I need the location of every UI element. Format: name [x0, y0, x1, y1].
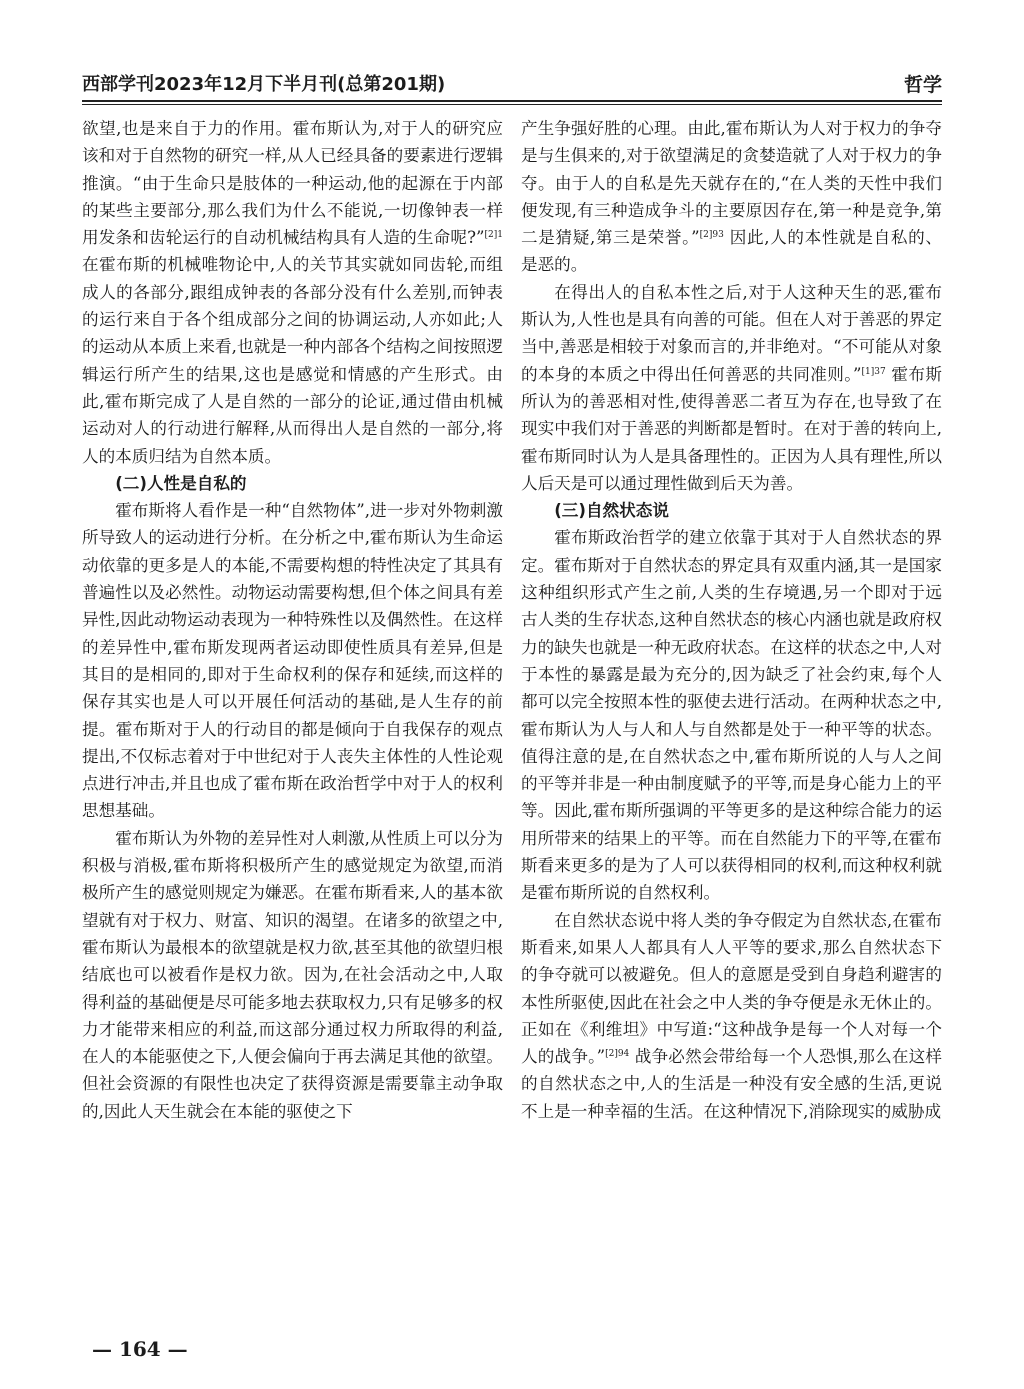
paragraph-text: 霍布斯所认为的善恶相对性,使得善恶二者互为存在,也导致了在现实中我们对于善恶的判断都是暂时。在对于善的转向上,霍布斯同时认为人是具备理性的。正因为人具有理性,所以人后天是可以通过理性做到后天为善。 — [521, 364, 942, 493]
left-column — [82, 115, 503, 1125]
paragraph-text: 在霍布斯的机械唯物论中,人的关节其实就如同齿轮,而组成人的各部分,跟组成钟表的各部分没有什么差别,而钟表的运行来自于各个组成部分之间的协调运动,人亦如此;人的运动从本质上来看,也就是一种内部各个结构之间按照逻辑运行所产生的结果,这也是感觉和情感的产生形式。由此,霍布斯完成了人是自然的一部分的论证,通过借由机械运动对人的行动进行解释,从而得出人是自然的一部分,将人的本质归结为自然本质。 — [82, 255, 503, 466]
citation: [2]94 — [605, 1049, 630, 1060]
citation: [2]1 — [484, 230, 503, 241]
header-rule — [82, 100, 942, 102]
page-number: — 164 — — [92, 1337, 188, 1361]
paragraph-text: 战争必然会带给每一个人恐惧,那么在这样的自然状态之中,人的生活是一种没有安全感的生活,更说不上是一种幸福的生活。在这种情况下,消除现实的威胁成 — [521, 1047, 942, 1121]
paragraph — [521, 907, 942, 1125]
paragraph: 霍布斯认为外物的差异性对人刺激,从性质上可以分为积极与消极,霍布斯将积极所产生的感觉规定为欲望,而消极所产生的感觉则规定为嫌恶。在霍布斯看来,人的基本欲望就有对于权力、财富、知识的渴望。在诸多的欲望之中,霍布斯认为最根本的欲望就是权力欲,甚至其他的欲望归根结底也可以被看作是权力欲。因为,在社会活动之中,人取得利益的基础便是尽可能多地去获取权力,只有足够多的权力才能带来相应的利益,而这部分通过权力所取得的利益,在人的本能驱使之下,人便会偏向于再去满足其他的欲望。但社会资源的有限性也决定了获得资源是需要靠主动争取的,因此人天生就会在本能的驱使之下 — [82, 828, 503, 1121]
paragraph-text: 在自然状态说中将人类的争夺假定为自然状态,在霍布斯看来,如果人人都具有人人平等的要求,那么自然状态下的争夺就可以被避免。但人的意愿是受到自身趋利避害的本性所驱使,因此在社会之中人类的争夺便是永无休止的。正如在《利维坦》中写道:“这种战争是每一个人对每一个人的战争。” — [521, 910, 942, 1067]
header-rule-thin — [82, 104, 942, 105]
section-heading: (二)人性是自私的 — [115, 473, 247, 493]
paragraph-text: 因此,人的本性就是自私的、是恶的。 — [521, 228, 942, 275]
paragraph-text: 在得出人的自私本性之后,对于人这种天生的恶,霍布斯认为,人性也是具有向善的可能。但在人对于善恶的界定当中,善恶是相较于对象而言的,并非绝对。“不可能从对象的本身的本质之中得出任何善恶的共同准则。” — [521, 282, 942, 384]
paragraph — [521, 279, 942, 497]
paragraph: 霍布斯将人看作是一种“自然物体”,进一步对外物刺激所导致人的运动进行分析。在分析之中,霍布斯认为生命运动依靠的更多是人的本能,不需要构想的特性决定了其具有普遍性以及必然性。动物运动需要构想,但个体之间具有差异性,因此动物运动表现为一种特殊性以及偶然性。在这样的差异性中,霍布斯发现两者运动即使性质具有差异,但是其目的是相同的,即对于生命权利的保存和延续,而这样的保存其实也是人可以开展任何活动的基础,是人生存的前提。霍布斯对于人的行动目的都是倾向于自我保存的观点提出,不仅标志着对于中世纪对于人丧失主体性的人性论观点进行冲击,并且也成了霍布斯在政治哲学中对于人的权利思想基础。 — [82, 501, 503, 821]
paragraph-text: 产生争强好胜的心理。由此,霍布斯认为人对于权力的争夺是与生俱来的,对于欲望满足的贪婪造就了人对于权力的争夺。由于人的自私是先天就存在的,“在人类的天性中我们便发现,有三种造成争斗的主要原因存在,第一种是竞争,第二是猜疑,第三是荣誉。” — [521, 119, 942, 248]
section-tag: 哲学 — [903, 74, 942, 96]
running-header — [82, 68, 942, 102]
paragraph-text: 欲望,也是来自于力的作用。霍布斯认为,对于人的研究应该和对于自然物的研究一样,从人已经具备的要素进行逻辑推演。“由于生命只是肢体的一种运动,他的起源在于内部的某些主要部分,那么我们为什么不能说,一切像钟表一样用发条和齿轮运行的自动机械结构具有人造的生命呢?” — [82, 119, 503, 248]
citation: [2]93 — [699, 230, 724, 241]
paragraph: 霍布斯政治哲学的建立依靠于其对于人自然状态的界定。霍布斯对于自然状态的界定具有双重内涵,其一是国家这种组织形式产生之前,人类的生存境遇,另一个即对于远古人类的生存状态,这种自然状态的核心内涵也就是政府权力的缺失也就是一种无政府状态。在这样的状态之中,人对于本性的暴露是最为充分的,因为缺乏了社会约束,每个人都可以完全按照本性的驱使去进行活动。在两种状态之中,霍布斯认为人与人和人与自然都是处于一种平等的状态。值得注意的是,在自然状态之中,霍布斯所说的人与人之间的平等并非是一种由制度赋予的平等,而是身心能力上的平等。因此,霍布斯所强调的平等更多的是这种综合能力的运用所带来的结果上的平等。而在自然能力下的平等,在霍布斯看来更多的是为了人可以获得相同的权利,而这种权利就是霍布斯所说的自然权利。 — [521, 528, 942, 903]
right-column — [521, 115, 942, 1125]
section-heading: (三)自然状态说 — [554, 501, 669, 521]
paragraph — [521, 115, 942, 279]
paragraph — [82, 115, 503, 470]
journal-title: 西部学刊2023年12月下半月刊(总第201期) — [82, 74, 446, 95]
citation: [1]37 — [861, 366, 886, 377]
